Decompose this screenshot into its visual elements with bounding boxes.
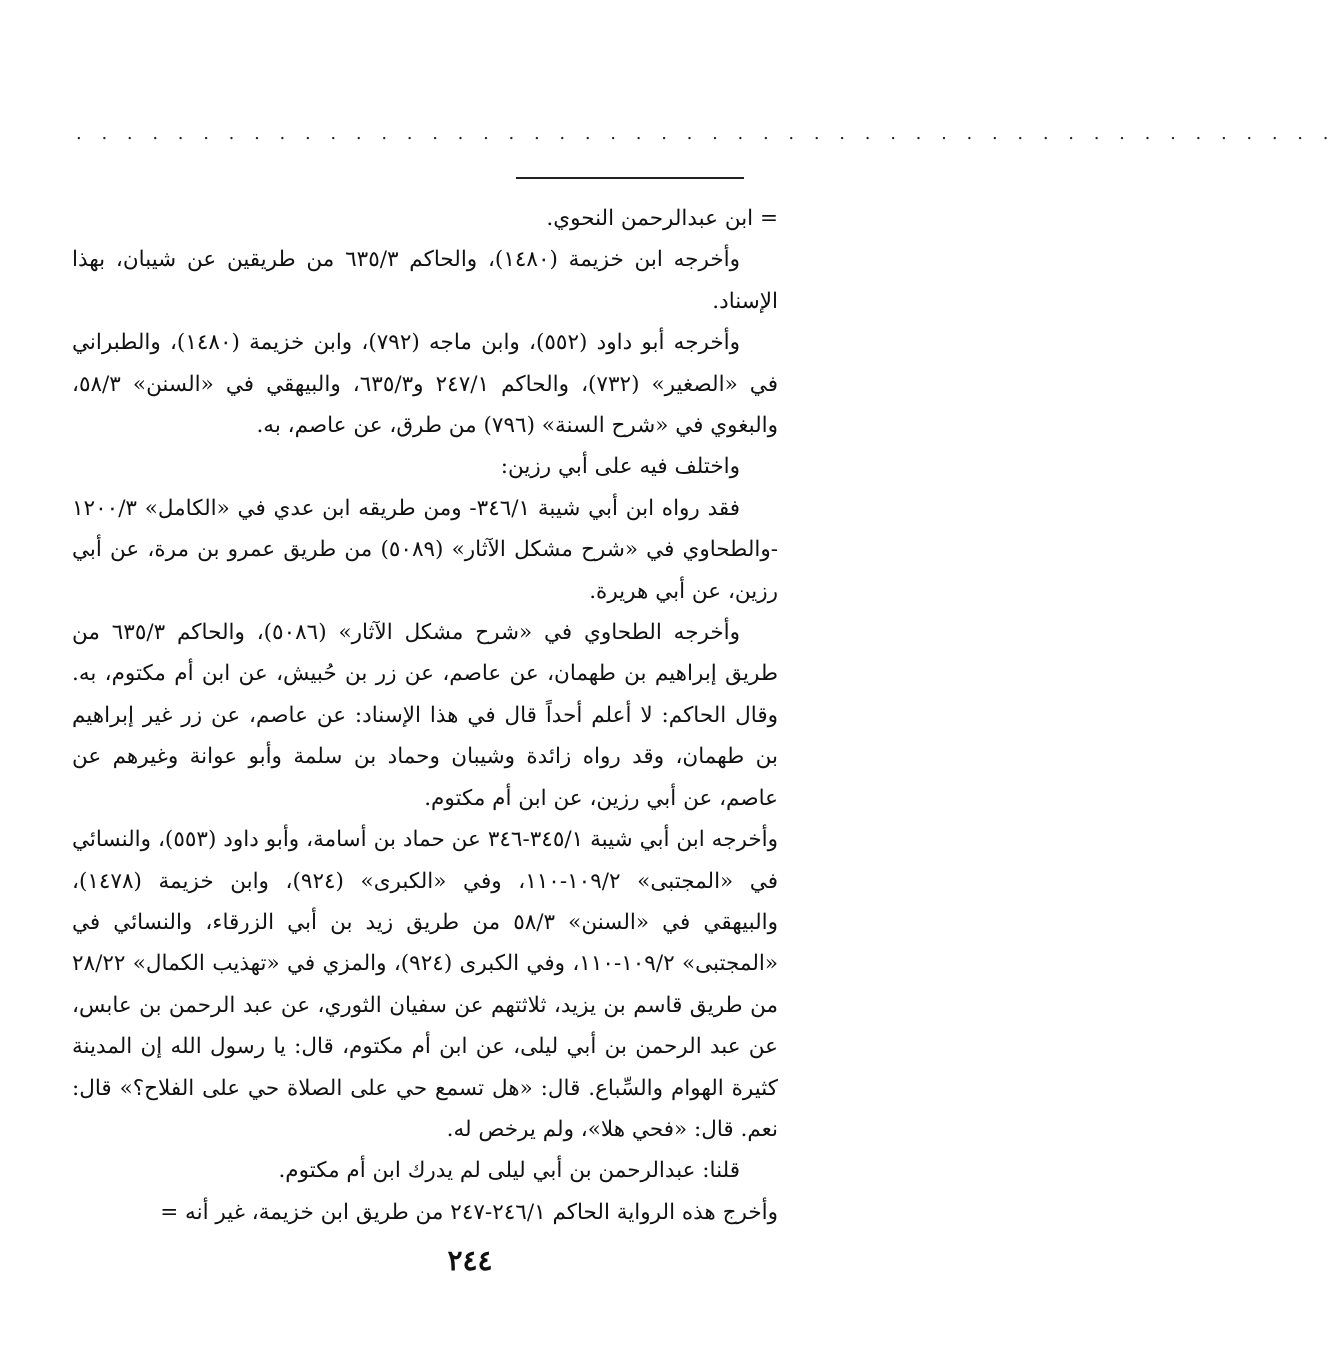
- paragraph: = ابن عبدالرحمن النحوي.: [546, 206, 778, 231]
- paragraph: وأخرج هذه الرواية الحاكم ٢٤٦/١-٢٤٧ من طريق ابن خزيمة، غير أنه =: [160, 1199, 778, 1225]
- paragraph: وأخرجه أبو داود (٥٥٢)، وابن ماجه (٧٩٢)، وابن خزيمة (١٤٨٠)، والطبراني في «الصغير» (٧٣٢)، والحاكم ٢٤٧/١ و٦٣٥/٣، والبيهقي في «السنن» ٥٨/٣، والبغوي في «شرح السنة» (٧٩٦) من طرق، عن عاصم، به.: [72, 330, 778, 439]
- separator-dots: . . . . . . . . . . . . . . . . . . . . . . . . . . . . . . . . . . . . . . . . . . . . . . . . . .: [76, 123, 1335, 144]
- page-number: ٢٤٤: [447, 1244, 493, 1277]
- paragraph: فقد رواه ابن أبي شيبة ٣٤٦/١- ومن طريقه ابن عدي في «الكامل» ١٢٠٠/٣ -والطحاوي في «شرح مشكل الآثار» (٥٠٨٩) من طريق عمرو بن مرة، عن أبي رزين، عن أبي هريرة.: [72, 495, 778, 604]
- paragraph: واختلف فيه على أبي رزين:: [500, 454, 740, 480]
- paragraph: قلنا: عبدالرحمن بن أبي ليلى لم يدرك ابن أم مكتوم.: [278, 1158, 740, 1184]
- footnote-text: [72, 198, 778, 1233]
- paragraph: وأخرجه ابن خزيمة (١٤٨٠)، والحاكم ٦٣٥/٣ من طريقين عن شيبان، بهذا الإسناد.: [72, 247, 778, 314]
- paragraph: وأخرجه ابن أبي شيبة ٣٤٥/١-٣٤٦ عن حماد بن أسامة، وأبو داود (٥٥٣)، والنسائي في «المجتبى» ١٠٩/٢-١١٠، وفي «الكبرى» (٩٢٤)، وابن خزيمة (١٤٧٨)، والبيهقي في «السنن» ٥٨/٣ من طريق زيد بن أبي الزرقاء، والنسائي في «المجتبى» ١٠٩/٢-١١٠، وفي الكبرى (٩٢٤)، والمزي في «تهذيب الكمال» ٢٨/٢٢ من طريق قاسم بن يزيد، ثلاثتهم عن سفيان الثوري، عن عبد الرحمن بن عابس، عن عبد الرحمن بن أبي ليلى، عن ابن أم مكتوم، قال: يا رسول الله إن المدينة كثيرة الهوام والسِّباع. قال: «هل تسمع حي على الصلاة حي على الفلاح؟» قال: نعم. قال: «فحي هلا»، ولم يرخص له.: [72, 827, 779, 1142]
- footnote-rule: [516, 177, 744, 179]
- paragraph: وأخرجه الطحاوي في «شرح مشكل الآثار» (٥٠٨٦)، والحاكم ٦٣٥/٣ من طريق إبراهيم بن طهمان، عن عاصم، عن زر بن حُبيش، عن ابن أم مكتوم، به. وقال الحاكم: لا أعلم أحداً قال في هذا الإسناد: عن عاصم، عن زر غير إبراهيم بن طهمان، وقد رواه زائدة وشيبان وحماد بن سلمة وأبو عوانة وغيرهم عن عاصم، عن أبي رزين، عن ابن أم مكتوم.: [72, 620, 778, 811]
